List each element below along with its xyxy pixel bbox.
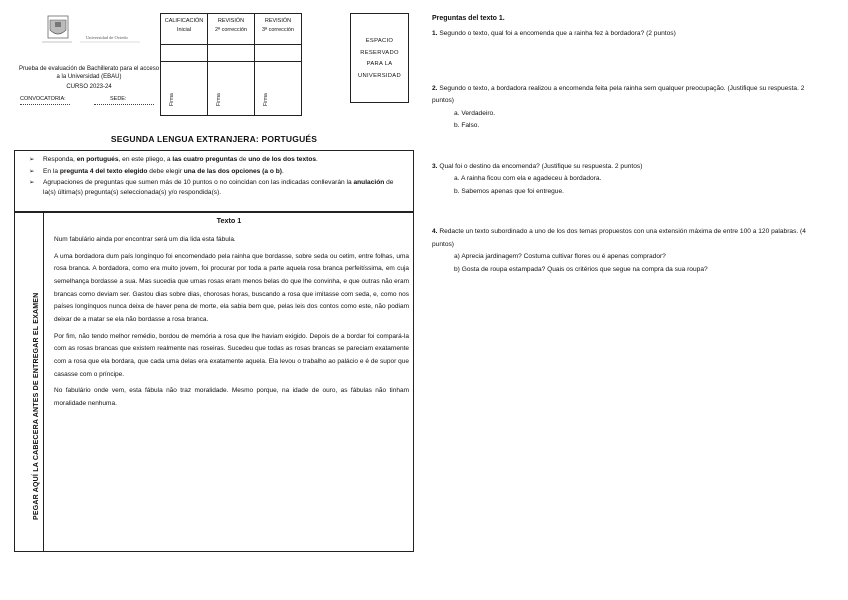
question-2-option-a: a. Verdadeiro. bbox=[454, 109, 496, 117]
reserved-space: ESPACIO RESERVADO PARA LA UNIVERSIDAD bbox=[350, 13, 409, 103]
grade-header-revision-2: REVISIÓN 2ª corrección bbox=[208, 14, 255, 45]
grade-header-calificacion: CALIFICACIÓN Inicial bbox=[161, 14, 208, 45]
instruction-1: ➢ Responda, en portugués, en este pliego, a las cuatro preguntas de uno de los dos textos. bbox=[29, 156, 318, 163]
text-body bbox=[54, 234, 409, 415]
university-logo bbox=[40, 14, 160, 54]
convocatoria-field[interactable] bbox=[20, 104, 70, 105]
question-3-option-b: b. Sabemos apenas que foi entregue. bbox=[454, 187, 564, 195]
question-3: 3. Qual foi o destino da encomenda? (Justifique su respuesta. 2 puntos) bbox=[432, 162, 643, 170]
sede-field[interactable] bbox=[94, 104, 154, 105]
convocatoria-label: CONVOCATORIA: bbox=[20, 96, 66, 102]
course-label: CURSO 2023-24 bbox=[66, 84, 112, 90]
grade-header-revision-3: REVISIÓN 3ª corrección bbox=[255, 14, 302, 45]
grade-cell-inicial[interactable] bbox=[161, 45, 208, 62]
page-title: SEGUNDA LENGUA EXTRANJERA: PORTUGUÉS bbox=[110, 134, 318, 144]
question-1: 1. Segundo o texto, qual foi a encomenda que a rainha fez à bordadora? (2 puntos) bbox=[432, 30, 676, 38]
instructions-box bbox=[14, 150, 414, 212]
question-4: 4. Redacte un texto subordinado a uno de los dos temas propuestos con una extensión máxima de entre 100 a 120 palabras. (4 puntos) bbox=[432, 228, 806, 248]
question-4-option-b: b) Gosta de roupa estampada? Quais os critérios que segue na compra da sua roupa? bbox=[454, 265, 708, 273]
arrow-bullet-icon: ➢ bbox=[29, 167, 35, 175]
question-2-option-b: b. Falso. bbox=[454, 122, 480, 130]
university-name: Universidad de Oviedo bbox=[86, 35, 128, 40]
sede-label: SEDE: bbox=[110, 96, 127, 102]
instruction-3: ➢ Agrupaciones de preguntas que sumen más de 10 puntos o no coincidan con las indicadas conllevarán la anulación de la(s) última(s) pregunta(s) seleccionada(s) y/o respondida(s). bbox=[29, 179, 394, 196]
instruction-2: ➢ En la pregunta 4 del texto elegido debe elegir una de las dos opciones (a o b). bbox=[29, 167, 284, 175]
text-title: Texto 1 bbox=[216, 216, 242, 225]
side-label: PEGAR AQUÍ LA CABECERA ANTES DE ENTREGAR EL EXAMEN bbox=[33, 292, 40, 520]
exam-title: Prueba de evaluación de Bachillerato para el acceso a la Universidad (EBAU) bbox=[18, 66, 160, 80]
question-3-option-a: a. A rainha ficou com ela e agadeceu à bordadora. bbox=[454, 175, 602, 183]
signature-cell-2[interactable]: Firma bbox=[208, 62, 255, 116]
grade-cell-revision-2[interactable] bbox=[208, 45, 255, 62]
questions-heading: Preguntas del texto 1. bbox=[432, 15, 505, 22]
question-2: 2. Segundo o texto, a bordadora realizou a encomenda feita pela rainha sem qualquer preocupação. (Justifique su respuesta. 2 puntos) bbox=[432, 84, 805, 105]
grade-cell-revision-3[interactable] bbox=[255, 45, 302, 62]
paragraph: No fabulário onde vem, esta fábula não traz moralidade. Mesmo porque, na idade de ouro, as fábulas não tinham moralidade nenhuma. bbox=[54, 387, 409, 408]
question-4-option-a: a) Aprecia jardinagem? Costuma cultivar flores ou é apenas comprador? bbox=[454, 253, 666, 261]
paragraph: A uma bordadora dum país longínquo foi encomendado pela rainha que bordasse, sobre seda ou cetim, entre folhas, uma rosa branca. A bordadora, como era muito jovem, foi procurar por toda a parte aquela rosa branca perfeitíssima, em cuja semelhança bordasse a sua. Mas sucedia que umas rosas eram menos belas do que lhe convinha, e que outras não eram brancas como deviam ser. Gastou dias sobre dias, chorosas horas, buscando a rosa que imitasse com seda, e, como nos países longínquos nunca deixa de haver pena de morte, ela sabia bem que, pelas leis dos contos como este, não podiam deixar de a matar se ela não bordasse a rosa branca. bbox=[54, 252, 409, 324]
paragraph: Por fim, não tendo melhor remédio, bordou de memória a rosa que lhe haviam exigido. Depois de a bordar foi compará-la com as rosas brancas que existem realmente nas roseiras. Sucedeu que todas as rosas brancas se pareciam exatamente com a rosa que ela bordara, que cada uma delas era exatamente aquela. Ela levou o trabalho ao palácio e é de supor que casasse com o príncipe. bbox=[54, 332, 409, 378]
arrow-bullet-icon: ➢ bbox=[29, 156, 35, 163]
grading-table bbox=[160, 13, 302, 116]
paragraph: Num fabulário ainda por encontrar será um dia lida esta fábula. bbox=[54, 236, 236, 243]
signature-cell-3[interactable]: Firma bbox=[255, 62, 302, 116]
signature-cell-1[interactable]: Firma bbox=[161, 62, 208, 116]
arrow-bullet-icon: ➢ bbox=[29, 179, 35, 187]
questions-column bbox=[432, 12, 810, 276]
